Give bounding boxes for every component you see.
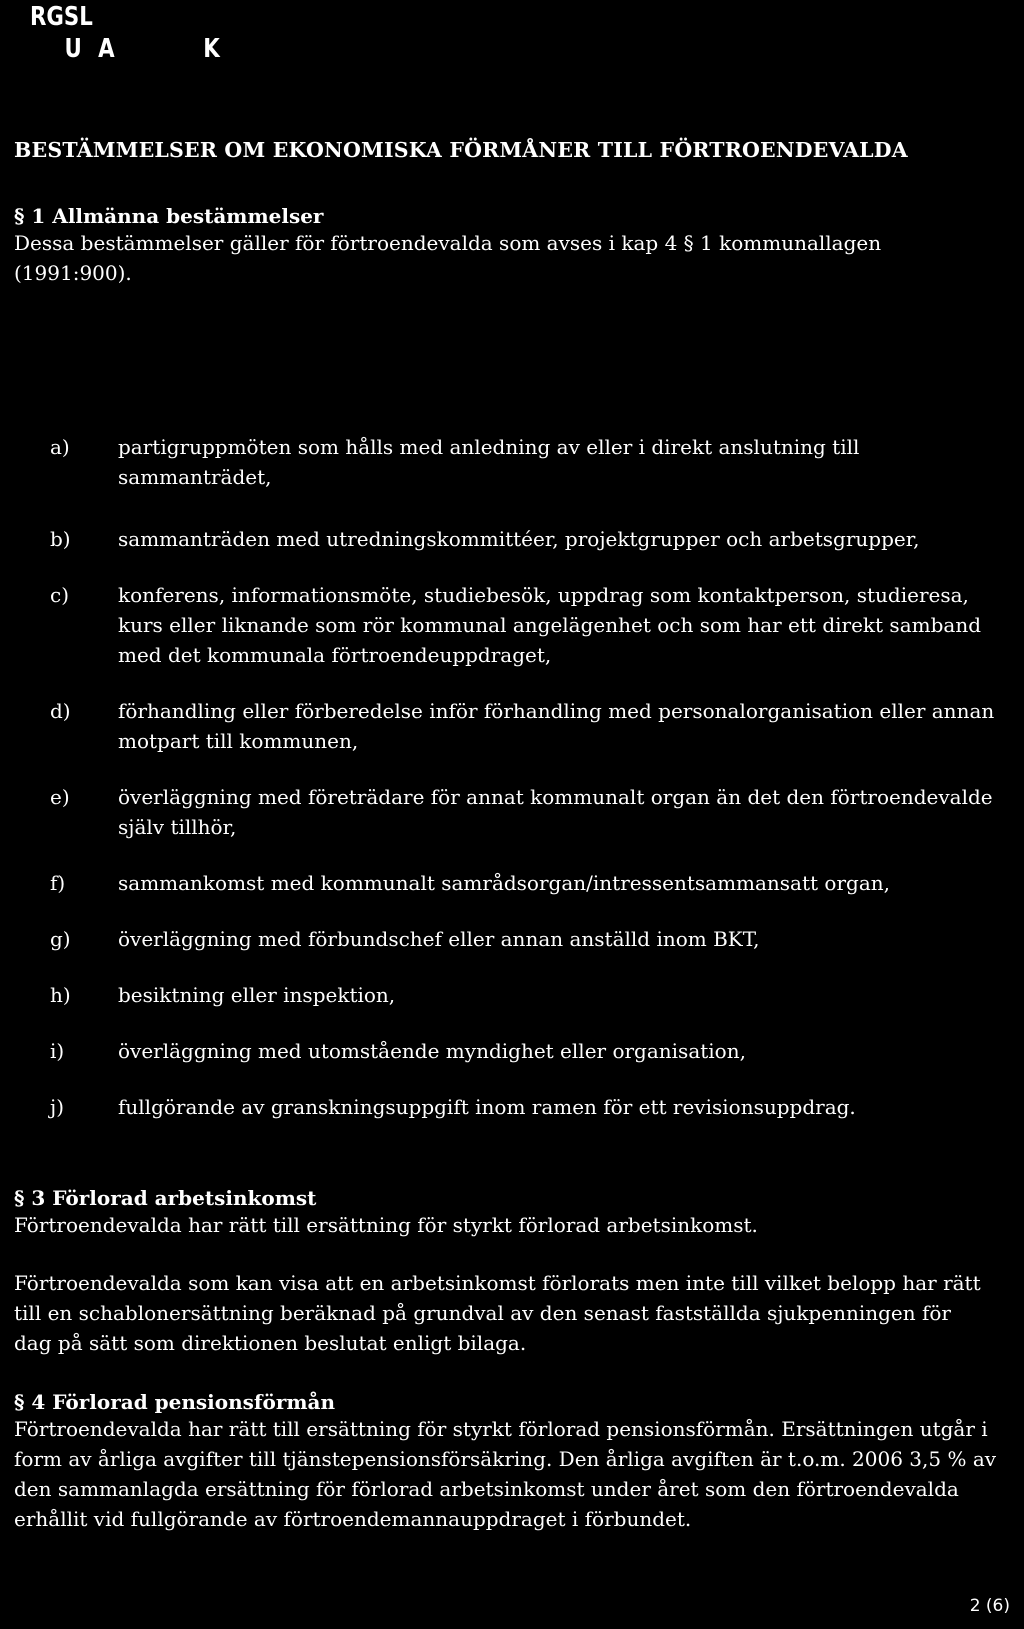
- list-item-text: konferens, informationsmöte, studiebesök, uppdrag som kontaktperson, studieresa, kurs eller liknande som rör kommunal angelägenhet och som har ett direkt samband med det kommunala förtroendeuppdraget,: [118, 583, 981, 667]
- document-title: BESTÄMMELSER OM EKONOMISKA FÖRMÅNER TILL FÖRTROENDEVALDA: [14, 138, 908, 162]
- logo-letter-a: A: [98, 34, 115, 64]
- list-item-text: partigruppmöten som hålls med anledning av eller i direkt anslutning till sammanträdet,: [118, 435, 860, 489]
- list-item-text: överläggning med förbundschef eller annan anställd inom BKT,: [118, 927, 760, 951]
- list-item-label: h): [50, 983, 71, 1007]
- section-3: [14, 1186, 1004, 1358]
- list-item: [50, 980, 1010, 1010]
- section-1-text: Dessa bestämmelser gäller för förtroendevalda som avses i kap 4 § 1 kommunallagen (1991:900).: [14, 231, 882, 285]
- logo-text-rgsl: RGSL: [30, 2, 93, 32]
- list-item-text: förhandling eller förberedelse inför förhandling med personalorganisation eller annan motpart till kommunen,: [118, 699, 995, 753]
- list-item-label: e): [50, 785, 70, 809]
- logo-letter-u: U: [64, 34, 82, 64]
- list-item: [50, 432, 1010, 492]
- section-3-text-1: Förtroendevalda har rätt till ersättning för styrkt förlorad arbetsinkomst.: [14, 1213, 758, 1237]
- section-4: [14, 1390, 1004, 1534]
- list-item-label: g): [50, 927, 71, 951]
- list-item-text: sammankomst med kommunalt samrådsorgan/intressentsammansatt organ,: [118, 871, 890, 895]
- section-1: [14, 204, 1004, 288]
- list-item-text: fullgörande av granskningsuppgift inom ramen för ett revisionsuppdrag.: [118, 1095, 856, 1119]
- logo-letters: [30, 36, 220, 62]
- list-item: [50, 524, 1010, 554]
- list-item-label: c): [50, 583, 70, 607]
- list-item: [50, 782, 1010, 842]
- list-item-text: överläggning med utomstående myndighet eller organisation,: [118, 1039, 746, 1063]
- section-3-text-2: Förtroendevalda som kan visa att en arbetsinkomst förlorats men inte till vilket belopp har rätt till en schablonersättning beräknad på grundval av den senast fastställda sjukpenningen för dag på sätt som direktionen beslutat enligt bilaga.: [14, 1271, 981, 1355]
- list-item: [50, 1036, 1010, 1066]
- list-item: [50, 696, 1010, 756]
- list-item-text: överläggning med företrädare för annat kommunalt organ än det den förtroendevalde själv tillhör,: [118, 785, 993, 839]
- list-item-label: d): [50, 699, 71, 723]
- section-4-heading: § 4 Förlorad pensionsförmån: [14, 1390, 336, 1414]
- list-item-label: a): [50, 435, 70, 459]
- list-item-label: f): [50, 871, 66, 895]
- section-3-heading: § 3 Förlorad arbetsinkomst: [14, 1186, 317, 1210]
- list-item-label: i): [50, 1039, 65, 1063]
- list-item-text: sammanträden med utredningskommittéer, projektgrupper och arbetsgrupper,: [118, 527, 920, 551]
- list-item: [50, 580, 1010, 670]
- logo-letter-k: K: [203, 34, 220, 64]
- organization-logo: [30, 4, 261, 62]
- list-item-label: j): [50, 1095, 65, 1119]
- list-item-label: b): [50, 527, 71, 551]
- list-item-text: besiktning eller inspektion,: [118, 983, 396, 1007]
- list-item: [50, 924, 1010, 954]
- section-4-text: Förtroendevalda har rätt till ersättning för styrkt förlorad pensionsförmån. Ersättningen utgår i form av årliga avgifter till tjänstepensionsförsäkring. Den årliga avgiften är t.o.m. 2006 3,5 % av den sammanlagda ersättning för förlorad arbetsinkomst under året som den förtroendevalda erhållit vid fullgörande av förtroendemannauppdraget i förbundet.: [14, 1417, 997, 1531]
- page-number: 2 (6): [969, 1596, 1010, 1616]
- list-item: [50, 868, 1010, 898]
- list-item: [50, 1092, 1010, 1122]
- section-1-heading: § 1 Allmänna bestämmelser: [14, 204, 324, 228]
